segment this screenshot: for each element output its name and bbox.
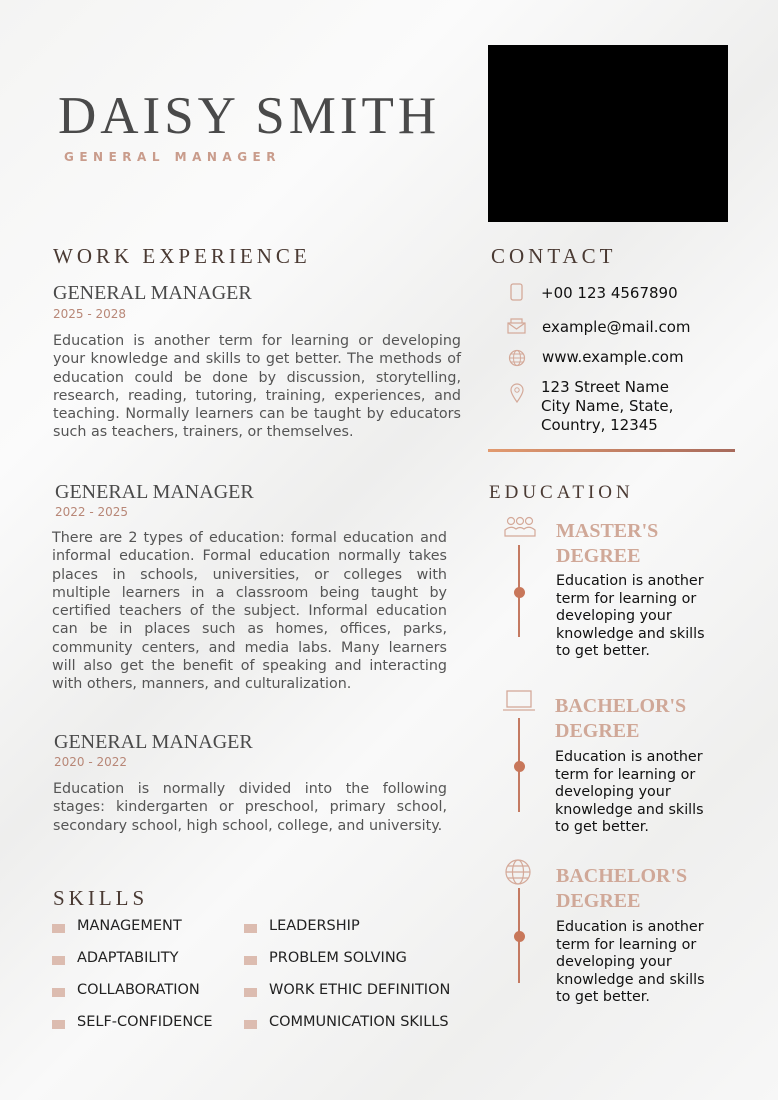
education-heading: EDUCATION — [489, 482, 634, 503]
profile-photo — [488, 45, 728, 222]
mail-icon — [507, 318, 526, 338]
contact-heading: CONTACT — [491, 244, 617, 268]
bullet-icon — [244, 956, 257, 965]
candidate-name: DAISY SMITH — [58, 87, 441, 145]
degree-title: BACHELOR'S DEGREE — [555, 695, 687, 742]
job-title: GENERAL MANAGER — [53, 282, 252, 304]
skill-item: LEADERSHIP — [269, 918, 360, 934]
job-description: Education is normally divided into the following stages: kindergarten or preschool, primary school, secondary school, high school, college, and university. — [53, 781, 447, 834]
skills-heading: SKILLS — [53, 886, 149, 910]
address-line: 123 Street Name — [541, 378, 669, 396]
degree-title: MASTER'S DEGREE — [556, 520, 659, 567]
work-experience-heading: WORK EXPERIENCE — [53, 244, 311, 268]
laptop-icon — [502, 690, 536, 716]
contact-website[interactable]: www.example.com — [542, 348, 684, 366]
bullet-icon — [52, 988, 65, 997]
skill-item: SELF-CONFIDENCE — [77, 1014, 213, 1030]
skill-item: PROBLEM SOLVING — [269, 950, 407, 966]
bullet-icon — [244, 1020, 257, 1029]
job-years: 2025 - 2028 — [53, 307, 127, 321]
degree-description: Education is another term for learning or developing your knowledge and skills to get better. — [555, 749, 704, 835]
degree-description: Education is another term for learning or developing your knowledge and skills to get better. — [556, 919, 705, 1005]
address-line: City Name, State, — [541, 397, 674, 415]
group-icon — [504, 516, 536, 542]
contact-email[interactable]: example@mail.com — [542, 318, 691, 336]
bullet-icon — [244, 988, 257, 997]
skill-item: COLLABORATION — [77, 982, 200, 998]
globe-icon — [504, 858, 532, 890]
timeline-dot — [514, 931, 525, 942]
divider — [488, 449, 735, 452]
location-pin-icon — [510, 383, 524, 407]
address-line: Country, 12345 — [541, 416, 658, 434]
timeline-dot — [514, 761, 525, 772]
skill-item: MANAGEMENT — [77, 918, 182, 934]
bullet-icon — [52, 924, 65, 933]
bullet-icon — [52, 956, 65, 965]
degree-description: Education is another term for learning or developing your knowledge and skills to get better. — [556, 573, 705, 659]
job-description: There are 2 types of education: formal education and informal education. Formal education normally takes places in schools, universities, or colleges with multiple learners in a classroom being taught by certified teachers of the subject. Informal education can be in places such as homes, offices, parks, community centers, and media labs. Many learners will also get the benefit of speaking and interacting with others, manners, and culturalization. — [52, 530, 447, 693]
job-description: Education is another term for learning or developing your knowledge and skills to get better. The methods of education could be done by discussion, storytelling, research, reading, tutoring, training, experiences, and teaching. Normally learners can be taught by educators such as teachers, trainers, or themselves. — [53, 333, 461, 441]
job-title: GENERAL MANAGER — [54, 731, 253, 753]
candidate-title: GENERAL MANAGER — [64, 150, 281, 164]
bullet-icon — [52, 1020, 65, 1029]
timeline-dot — [514, 587, 525, 598]
degree-title: BACHELOR'S DEGREE — [556, 865, 688, 912]
job-title: GENERAL MANAGER — [55, 481, 254, 503]
phone-icon — [510, 283, 523, 305]
job-years: 2022 - 2025 — [55, 505, 129, 519]
skill-item: WORK ETHIC DEFINITION — [269, 982, 451, 998]
contact-address — [541, 378, 673, 435]
bullet-icon — [244, 924, 257, 933]
skill-item: COMMUNICATION SKILLS — [269, 1014, 449, 1030]
skill-item: ADAPTABILITY — [77, 950, 179, 966]
globe-icon — [508, 349, 526, 371]
contact-phone: +00 123 4567890 — [541, 284, 678, 302]
job-years: 2020 - 2022 — [54, 755, 128, 769]
